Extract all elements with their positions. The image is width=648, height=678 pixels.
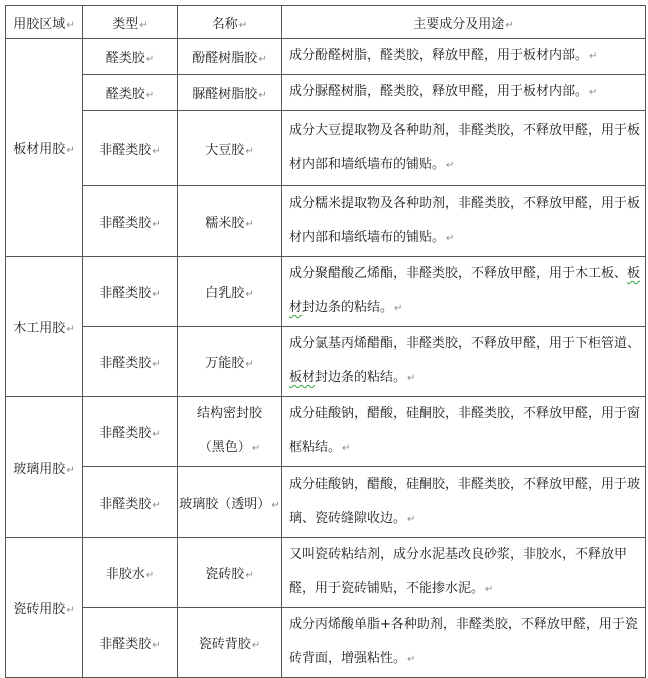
table-row <box>6 608 646 678</box>
header-name: 名称↵ <box>178 6 282 39</box>
desc-cell: 成分聚醋酸乙烯酯，非醛类胶，不释放甲醛，用于木工板、板材封边条的粘结。↵ <box>282 257 646 327</box>
name-cell: 酚醛树脂胶↵ <box>178 39 282 75</box>
table-row <box>6 257 646 327</box>
type-cell: 醛类胶↵ <box>83 75 178 111</box>
table-row <box>6 75 646 111</box>
name-cell: 脲醛树脂胶↵ <box>178 75 282 111</box>
desc-cell: 成分硅酸钠，醋酸，硅酮胶，非醛类胶，不释放甲醛，用于玻璃、瓷砖缝隙收边。↵ <box>282 467 646 538</box>
area-cell-wood: 木工用胶↵ <box>6 257 83 397</box>
header-type: 类型↵ <box>83 6 178 39</box>
desc-cell: 成分脲醛树脂，醛类胶，释放甲醛，用于板材内部。↵ <box>282 75 646 111</box>
desc-cell: 又叫瓷砖粘结剂，成分水泥基改良砂浆，非胶水，不释放甲醛，用于瓷砖铺贴，不能掺水泥。↵ <box>282 538 646 608</box>
header-area: 用胶区域↵ <box>6 6 83 39</box>
name-cell: 结构密封胶 （黑色）↵ <box>178 397 282 467</box>
header-row <box>6 6 646 39</box>
name-cell: 糯米胶↵ <box>178 186 282 257</box>
desc-cell: 成分糯米提取物及各种助剂，非醛类胶，不释放甲醛，用于板材内部和墙纸墙布的铺贴。↵ <box>282 186 646 257</box>
name-cell: 白乳胶↵ <box>178 257 282 327</box>
type-cell: 非醛类胶↵ <box>83 186 178 257</box>
area-cell-tile: 瓷砖用胶↵ <box>6 538 83 678</box>
type-cell: 非胶水↵ <box>83 538 178 608</box>
table-row <box>6 186 646 257</box>
table-row <box>6 467 646 538</box>
name-cell: 玻璃胶（透明）↵ <box>178 467 282 538</box>
table-row <box>6 327 646 397</box>
desc-cell: 成分酚醛树脂，醛类胶，释放甲醛，用于板材内部。↵ <box>282 39 646 75</box>
type-cell: 非醛类胶↵ <box>83 327 178 397</box>
name-cell: 万能胶↵ <box>178 327 282 397</box>
desc-cell: 成分大豆提取物及各种助剂，非醛类胶，不释放甲醛，用于板材内部和墙纸墙布的铺贴。↵ <box>282 111 646 186</box>
type-cell: 醛类胶↵ <box>83 39 178 75</box>
glue-table <box>5 5 646 678</box>
desc-cell: 成分丙烯酸单脂+各种助剂，非醛类胶，不释放甲醛，用于瓷砖背面，增强粘性。↵ <box>282 608 646 678</box>
area-cell-glass: 玻璃用胶↵ <box>6 397 83 538</box>
type-cell: 非醛类胶↵ <box>83 608 178 678</box>
table-row <box>6 39 646 75</box>
type-cell: 非醛类胶↵ <box>83 467 178 538</box>
table-row <box>6 538 646 608</box>
type-cell: 非醛类胶↵ <box>83 257 178 327</box>
name-cell: 大豆胶↵ <box>178 111 282 186</box>
area-cell-board: 板材用胶↵ <box>6 39 83 257</box>
type-cell: 非醛类胶↵ <box>83 111 178 186</box>
header-desc: 主要成分及用途↵ <box>282 6 646 39</box>
desc-cell: 成分硅酸钠，醋酸，硅酮胶，非醛类胶，不释放甲醛，用于窗框粘结。↵ <box>282 397 646 467</box>
table-row <box>6 397 646 467</box>
table-row <box>6 111 646 186</box>
desc-cell: 成分氯基丙烯醋酯，非醛类胶，不释放甲醛，用于下柜管道、板材封边条的粘结。↵ <box>282 327 646 397</box>
type-cell: 非醛类胶↵ <box>83 397 178 467</box>
name-cell: 瓷砖胶↵ <box>178 538 282 608</box>
name-cell: 瓷砖背胶↵ <box>178 608 282 678</box>
